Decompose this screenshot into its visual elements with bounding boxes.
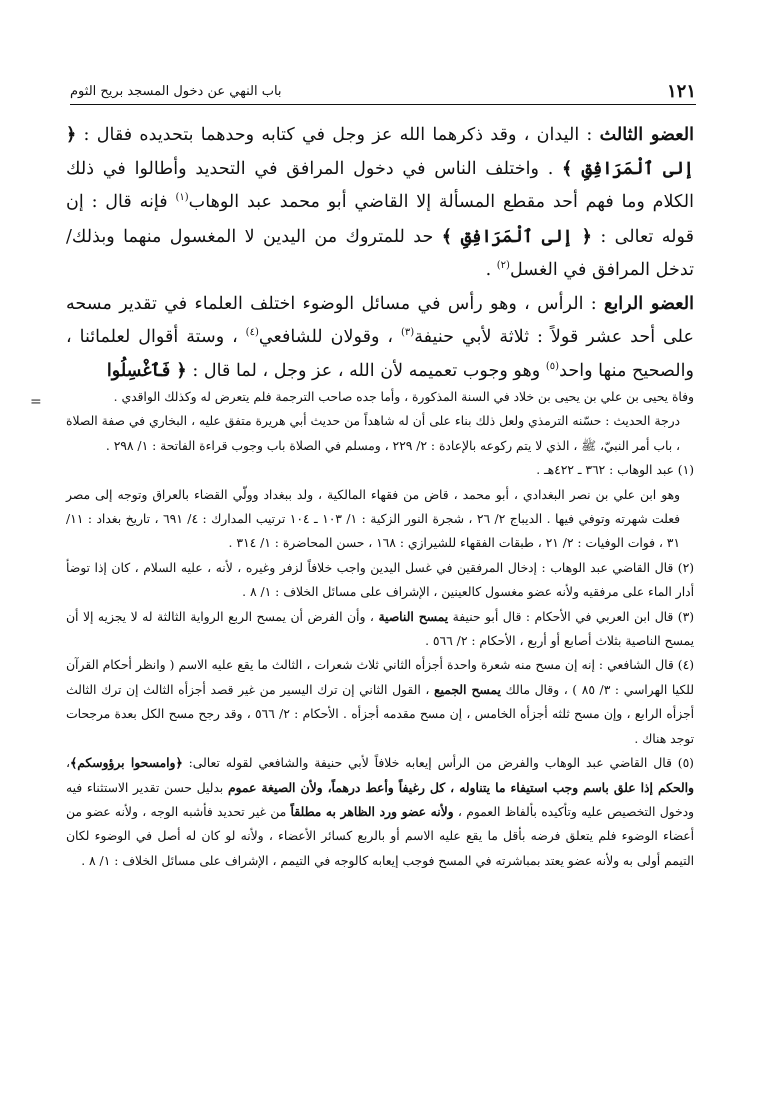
bold-phrase: ﴿وامسحوا برؤوسكم﴾ bbox=[69, 755, 183, 771]
running-title: باب النهي عن دخول المسجد بريح الثوم bbox=[70, 83, 282, 99]
bold-phrase: يمسح الناصية bbox=[378, 608, 449, 624]
footnote-ref[interactable]: (٢) bbox=[496, 259, 510, 271]
paragraph-fourth-organ bbox=[66, 287, 694, 389]
text-run: ، bbox=[66, 756, 70, 771]
text-run: (٤) قال الشافعي : إنه إن مسح منه شعرة واحدة أجزأه الثاني ثلاث شعرات ، الثالث ما يقع عليه الاسم ( وانظر أحكام القرآن للكيا الهراسي : ٣/ ٨٥ ) ، وقال مالك bbox=[66, 658, 694, 697]
bold-phrase: يمسح الجميع bbox=[433, 681, 501, 697]
footnotes bbox=[66, 385, 694, 873]
continuation-mark: = bbox=[30, 394, 42, 410]
page-number: ١٢١ bbox=[666, 80, 696, 102]
quran-quote: ﴿ إلى ٱلْمَرَافِقِ ﴾ bbox=[441, 225, 592, 247]
footnote-4 bbox=[66, 653, 694, 751]
text-run: حد للمتروك من اليدين لا المغسول منهما وبذلك/ تدخل المرافق في الغسل bbox=[66, 226, 694, 280]
quran-quote: ﴿ إلى ٱلْمَرَافِقِ ﴾ bbox=[66, 124, 694, 180]
quran-quote: ﴿ فَٱغْسِلُوا bbox=[106, 360, 187, 382]
footnote-1-head: (١) عبد الوهاب : ٣٦٢ ـ ٤٢٢هـ . bbox=[536, 463, 694, 478]
footnote-3 bbox=[66, 605, 694, 654]
text-run: : اليدان ، وقد ذكرهما الله عز وجل في كتابه وحدهما بتحديده فقال : bbox=[76, 125, 600, 145]
section-label-fourth: العضو الرابع bbox=[603, 293, 694, 315]
footnote-1-body: وهو ابن علي بن نصر البغدادي ، أبو محمد ، قاض من فقهاء المالكية ، ولد ببغداد وولّي القضاء بالعراق وتوجه إلى مصر فعلت شهرته وتوفي فيها . الديباج ٢/ ٢٦ ، شجرة النور الزكية : ١/ ١٠٣ ـ ١٠٤ ترتيب المدارك : ٤/ ٦٩١ ، تاريخ بغداد : ١١/ ٣١ ، فوات الوفيات : ٢/ ٢١ ، طبقات الفقهاء للشيرازي : ١٦٨ ، حسن المحاضرة : ١/ ٣١٤ . bbox=[66, 487, 681, 551]
text-run: ، وقولان للشافعي bbox=[258, 327, 401, 348]
text-run: . واختلف الناس في دخول المرافق في التحديد وأطالوا في ذلك الكلام وما فهم أحد مقطع المسألة إلا القاضي أبو محمد عبد الوهاب bbox=[66, 159, 694, 213]
footnote-5 bbox=[66, 751, 694, 873]
text-run: بدليل حسن تقدير الاستثناء فيه ودخول التخصيص عليه وتأكيده بألفاظ العموم ، bbox=[66, 780, 694, 819]
text-run: (٥) قال القاضي عبد الوهاب والفرض من الرأس إيعابه خلافاً لأبي حنيفة والشافعي لقوله تعالى: bbox=[182, 756, 694, 771]
bold-phrase: والحكم إذا علق باسم وجب استيفاء ما يتناوله ، كل رغيفاً وأعط درهماً، ولأن الصيغة عموم bbox=[227, 779, 694, 795]
footnote-2: (٢) قال القاضي عبد الوهاب : إدخال المرفقين في غسل اليدين واجب خلافاً لزفر وغيره ، لأنه ، عليه السلام ، كان إذا توضأ أدار الماء على مرفقيه ولأنه عضو مغسول كالعينين ، الإشراف على مسائل الخلاف : ١/ ٨ . bbox=[66, 560, 694, 600]
footnote-continuation: وفاة يحيى بن علي بن يحيى بن خلاد في السنة المذكورة ، وأما جده صاحب الترجمة فلم يتعرض له وكذلك الواقدي . bbox=[113, 390, 694, 404]
text-run: . bbox=[485, 259, 497, 280]
bold-phrase: ولأنه عضو ورد الظاهر به مطلقاً bbox=[290, 803, 454, 819]
footnote-continuation: درجة الحديث : حسّنه الترمذي ولعل ذلك بناء على أن له شاهداً من حديث أبي هريرة متفق عليه ، البخاري في صفة الصلاة ، باب أمر النبيّ، ﷺ ، الذي لا يتم ركوعه بالإعادة : ٢/ ٢٢٩ ، ومسلم في الصلاة باب وجوب قراءة الفاتحة : ١/ ٢٩٨ . bbox=[66, 414, 680, 453]
footnote-ref[interactable]: (٤) bbox=[245, 327, 259, 339]
text-run: وهو وجوب تعميمه لأن الله ، عز وجل ، لما قال : bbox=[186, 361, 546, 382]
section-label-third: العضو الثالث bbox=[599, 124, 694, 145]
text-run: ، وأن الفرض أن يمسح الربع الرواية الثالثة له لا يجزيه إلا أن يمسح الناصية بثلاث أصابع أو أربع ، الأحكام : ٢/ ٥٦٦ . bbox=[66, 609, 694, 649]
text-run: ، القول الثاني إن ترك اليسير من غير قصد أجزأه الثالث إن ترك الثالث أجزأه الرابع ، وإن مسح ثلثه أجزأه الخامس ، إن مسح مقدمه أجزأه . الأحكام : ٢/ ٥٦٦ ، وقد رجح مسح الكل بعدة مرجحات توجد هناك . bbox=[66, 682, 695, 746]
page-header bbox=[70, 78, 696, 105]
text-run: (٣) قال ابن العربي في الأحكام : قال أبو حنيفة bbox=[448, 609, 694, 624]
text-run: فإنه قال : إن قوله تعالى : bbox=[66, 192, 694, 247]
text-run: ، وستة أقوال لعلمائنا ، والصحيح منها واحد bbox=[66, 327, 694, 382]
text-run: من غير تحديد فأشبه الوجه ، ولأنه عضو من أعضاء الوضوء فلم يتعلق فرضه بأقل ما يقع عليه الاسم أو بالربع كسائر الأعضاء ، ولأنه لو كان له أصل في الوضوء لكان التيمم أولى به ولأنه عضو يعتد بمباشرته في المسح فوجب إيعابه كالوجه في التيمم ، الإشراف على مسائل الخلاف : ١/ ٨ . bbox=[66, 804, 694, 868]
footnote-ref[interactable]: (١) bbox=[175, 192, 189, 204]
paragraph-third-organ bbox=[66, 118, 694, 287]
main-text bbox=[66, 118, 694, 389]
footnote-ref[interactable]: (٥) bbox=[545, 361, 560, 373]
text-run: : الرأس ، وهو رأس في مسائل الوضوء اختلف العلماء في تقدير مسحه على أحد عشر قولاً : ثلاثة لأبي حنيفة bbox=[66, 294, 694, 348]
footnote-ref[interactable]: (٣) bbox=[401, 327, 415, 339]
